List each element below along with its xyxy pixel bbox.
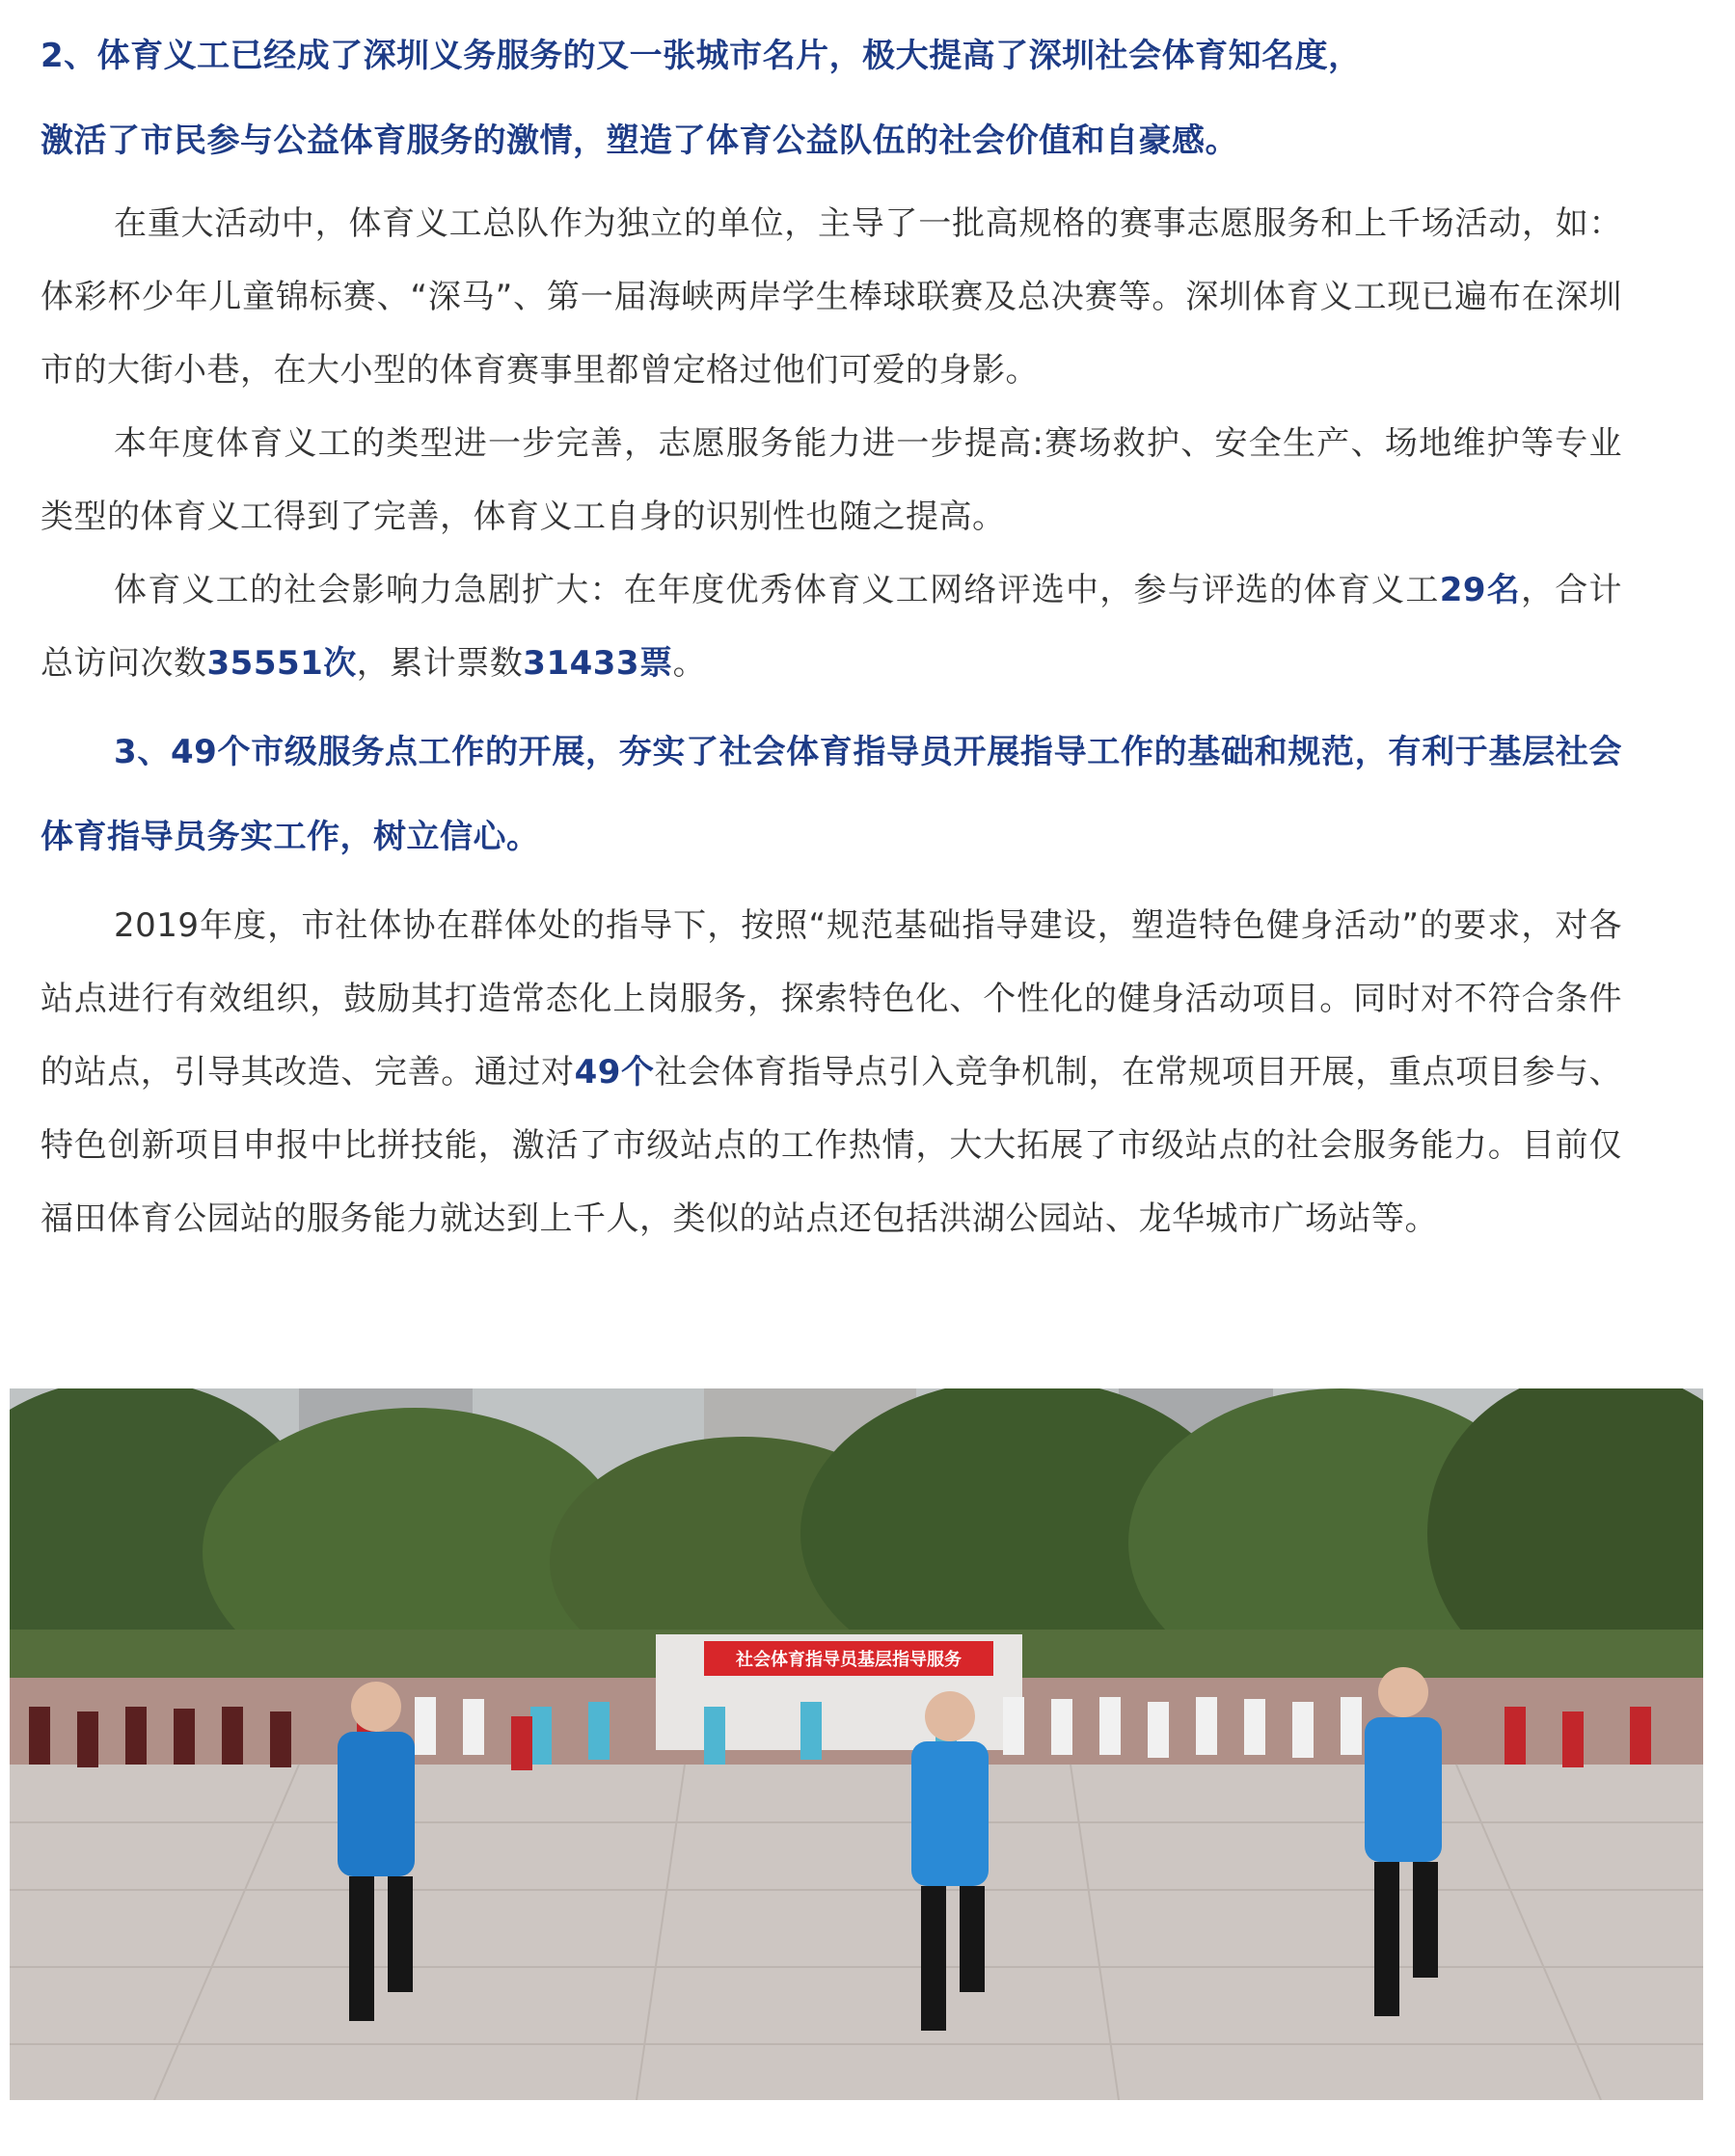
article-body [41, 13, 1622, 1255]
count-people: 29名 [1439, 571, 1521, 609]
influence-text-suffix: 。 [672, 644, 707, 683]
count-visits: 35551次 [206, 644, 357, 683]
event-banner-text: 社会体育指导员基层指导服务 [736, 1650, 962, 1670]
section-heading-3 [41, 710, 1622, 879]
count-votes: 31433票 [523, 644, 673, 683]
influence-text-mid1: ，合计总访问次数 [41, 571, 1622, 683]
section-heading-2 [41, 13, 1622, 183]
heading-2-line1: 2、体育义工已经成了深圳义务服务的又一张城市名片，极大提高了深圳社会体育知名度， [41, 37, 1362, 75]
count-stations: 49个 [574, 1053, 655, 1091]
photo-illustration [10, 1388, 1703, 2100]
heading-3-line1: 3、49个市级服务点工作的开展，夯实了社会体育指导员开展指导工作的基础和规范，有利 [114, 733, 1455, 771]
paragraph-volunteer-influence [41, 553, 1622, 700]
taichi-group-photo [10, 1388, 1703, 2100]
paragraph-volunteer-types: 本年度体育义工的类型进一步完善，志愿服务能力进一步提高:赛场救护、安全生产、场地维护等专业类型的体育义工得到了完善，体育义工自身的识别性也随之提高。 [41, 424, 1622, 536]
paragraph-volunteer-events: 在重大活动中，体育义工总队作为独立的单位，主导了一批高规格的赛事志愿服务和上千场活动，如：体彩杯少年儿童锦标赛、“深马”、第一届海峡两岸学生棒球联赛及总决赛等。深圳体育义工现已遍布在深圳市的大街小巷，在大小型的体育赛事里都曾定格过他们可爱的身影。 [41, 204, 1622, 390]
heading-2-line2: 激活了市民参与公益体育服务的激情，塑造了体育公益队伍的社会价值和自豪感。 [41, 121, 1238, 160]
service-text-prefix: 2019年度，市社体协在群体处的指导下，按照“规范基础指导建设，塑造特色健身活动”的要求，对各站点进行有效组织，鼓励其打造常态化上岗服务，探索特色化、个性化的健身活动项目。同时对不符合条件的站点，引导其改造、完善。通过对 [41, 906, 1622, 1091]
service-text-suffix: 社会体育指导点引入竞争机制，在常规项目开展，重点项目参与、特色创新项目申报中比拼技能，激活了市级站点的工作热情，大大拓展了市级站点的社会服务能力。目前仅福田体育公园站的服务能力就达到上千人，类似的站点还包括洪湖公园站、龙华城市广场站等。 [41, 1053, 1622, 1238]
paragraph-service-points [41, 889, 1622, 1255]
heading-3-line2: 于基层社会体育指导员务实工作，树立信心。 [41, 733, 1623, 856]
influence-text-mid2: ，累计票数 [356, 644, 524, 683]
influence-text-prefix: 体育义工的社会影响力急剧扩大：在年度优秀体育义工网络评选中，参与评选的体育义工 [114, 571, 1440, 609]
